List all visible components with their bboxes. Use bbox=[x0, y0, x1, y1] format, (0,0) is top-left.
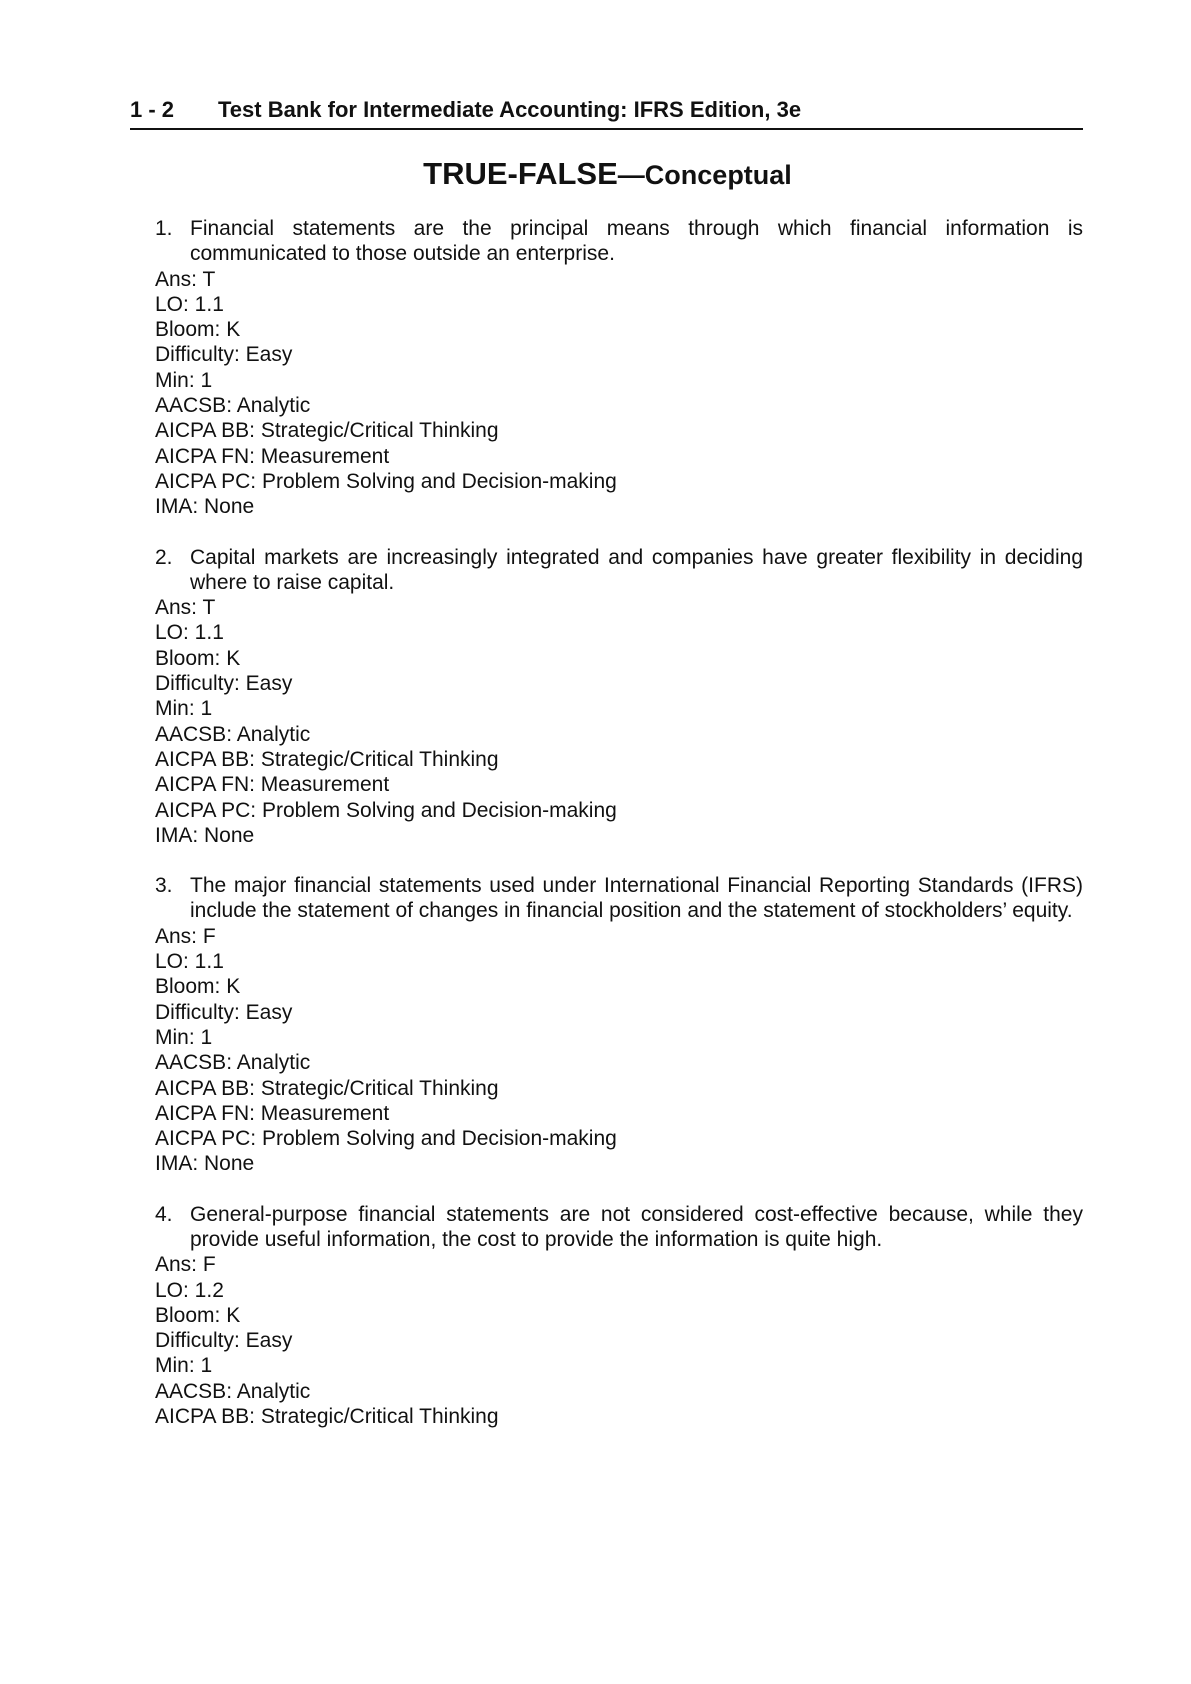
question-meta-line: Ans: F bbox=[155, 924, 216, 948]
question-meta-line: AICPA FN: Measurement bbox=[155, 1101, 390, 1125]
question-statement bbox=[155, 873, 1083, 924]
question-meta-line: Ans: T bbox=[155, 596, 216, 620]
question-meta-line: Bloom: K bbox=[155, 1303, 241, 1327]
question-meta-line: Difficulty: Easy bbox=[155, 1000, 293, 1024]
question-meta-line: AICPA PC: Problem Solving and Decision-making bbox=[155, 1127, 617, 1151]
question-text: The major financial statements used under International Financial Reporting Standards (IFRS) include the statement of changes in financial position and the statement of stockholders’ equity. bbox=[190, 874, 1083, 923]
question-meta-line: Min: 1 bbox=[155, 368, 213, 392]
question-statement bbox=[155, 545, 1083, 596]
question-meta-line: LO: 1.2 bbox=[155, 1278, 224, 1302]
question-meta-line: Bloom: K bbox=[155, 318, 241, 342]
question-meta-line: AICPA FN: Measurement bbox=[155, 444, 390, 468]
question-meta-line: LO: 1.1 bbox=[155, 292, 224, 316]
question-meta-line: LO: 1.1 bbox=[155, 950, 224, 974]
question-number: 3. bbox=[155, 874, 173, 898]
question-statement bbox=[155, 216, 1083, 267]
question-meta-line: Min: 1 bbox=[155, 1354, 213, 1378]
question-meta-line: IMA: None bbox=[155, 823, 255, 847]
question-number: 2. bbox=[155, 545, 173, 569]
question-meta-line: AICPA BB: Strategic/Critical Thinking bbox=[155, 419, 499, 443]
book-title: Test Bank for Intermediate Accounting: IFRS Edition, 3e bbox=[218, 97, 802, 122]
question-meta-line: AICPA BB: Strategic/Critical Thinking bbox=[155, 1076, 499, 1100]
question-meta-line: AICPA BB: Strategic/Critical Thinking bbox=[155, 1405, 499, 1429]
question-text: Financial statements are the principal means through which financial information is communicated to those outside an enterprise. bbox=[190, 217, 1083, 266]
question-number: 1. bbox=[155, 217, 173, 240]
question-meta-line: Bloom: K bbox=[155, 646, 241, 670]
question-meta-line: AACSB: Analytic bbox=[155, 1379, 311, 1403]
question-number: 4. bbox=[155, 1202, 173, 1226]
question-text: General-purpose financial statements are not considered cost-effective because, while they provide useful information, the cost to provide the information is quite high. bbox=[190, 1202, 1083, 1251]
section-title-sub: —Conceptual bbox=[617, 160, 792, 190]
section-title bbox=[0, 156, 1191, 192]
question-meta-line: Difficulty: Easy bbox=[155, 672, 293, 696]
question-meta-line: Min: 1 bbox=[155, 1025, 213, 1049]
question-meta-line: Bloom: K bbox=[155, 975, 241, 999]
page-number: 1 - 2 bbox=[130, 97, 175, 122]
question-item bbox=[155, 1202, 1083, 1430]
question-meta-line: IMA: None bbox=[155, 1152, 255, 1176]
question-meta-line: Ans: F bbox=[155, 1253, 216, 1277]
question-statement bbox=[155, 1202, 1083, 1253]
question-meta-line: AICPA FN: Measurement bbox=[155, 773, 390, 797]
question-meta-line: IMA: None bbox=[155, 495, 255, 519]
question-meta-line: Ans: T bbox=[155, 267, 216, 291]
question-item bbox=[155, 873, 1083, 1177]
question-meta-line: AICPA PC: Problem Solving and Decision-making bbox=[155, 798, 617, 822]
question-meta-line: AICPA BB: Strategic/Critical Thinking bbox=[155, 747, 499, 771]
question-meta-line: AACSB: Analytic bbox=[155, 722, 311, 746]
question-meta-line: Difficulty: Easy bbox=[155, 343, 293, 367]
section-title-main: TRUE-FALSE bbox=[423, 156, 618, 191]
question-meta-line: AACSB: Analytic bbox=[155, 394, 311, 418]
question-meta-line: Difficulty: Easy bbox=[155, 1329, 293, 1353]
running-header bbox=[130, 98, 1083, 130]
question-meta-line: AICPA PC: Problem Solving and Decision-making bbox=[155, 469, 617, 493]
question-item bbox=[155, 216, 1083, 520]
question-text: Capital markets are increasingly integrated and companies have greater flexibility in deciding where to raise capital. bbox=[190, 545, 1083, 594]
question-list bbox=[155, 216, 1083, 1454]
question-meta-line: LO: 1.1 bbox=[155, 621, 224, 645]
question-item bbox=[155, 545, 1083, 849]
question-meta-line: Min: 1 bbox=[155, 697, 213, 721]
question-meta-line: AACSB: Analytic bbox=[155, 1051, 311, 1075]
